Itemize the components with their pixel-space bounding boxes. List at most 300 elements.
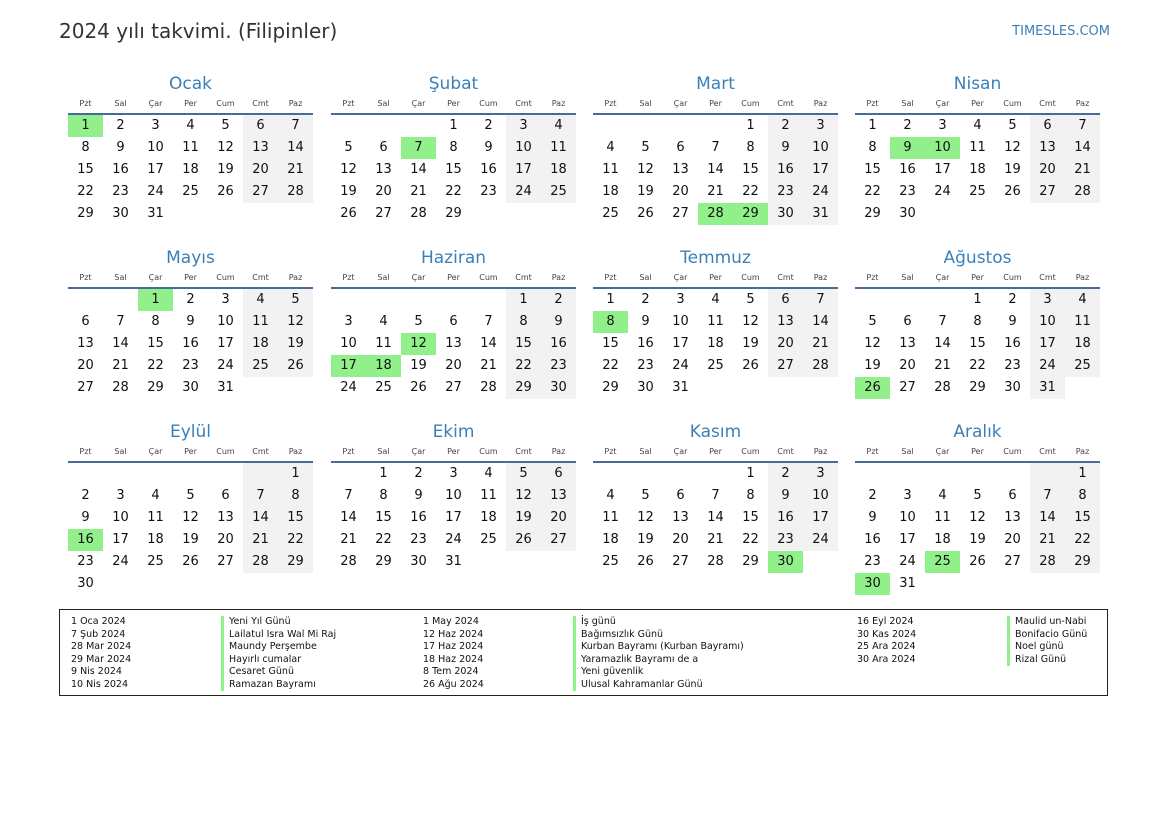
- day-cell: 2: [768, 463, 803, 485]
- weekday-header: [855, 445, 1100, 459]
- month-calendar: [855, 73, 1100, 225]
- weekday-label: Paz: [1075, 273, 1090, 282]
- day-cell: 28: [112, 380, 129, 395]
- day-cell: 11: [969, 140, 986, 155]
- month-calendar: [855, 421, 1100, 595]
- day-cell: 25: [707, 358, 724, 373]
- day-cell: 26: [969, 554, 986, 569]
- day-cell: 26: [742, 358, 759, 373]
- empty-cell: [960, 463, 995, 485]
- holiday-name: Bağımsızlık Günü: [573, 629, 663, 642]
- weekday-label: Per: [709, 447, 722, 456]
- holiday-entry: [71, 616, 336, 629]
- empty-cell: [541, 551, 576, 573]
- day-cell: 3: [221, 292, 230, 307]
- day-cell: 12: [278, 311, 313, 333]
- day-cell: 11: [707, 314, 724, 329]
- weekday-label: Cmt: [1039, 447, 1056, 456]
- weekday-label: Sal: [114, 273, 127, 282]
- weekday-label: Cum: [216, 447, 235, 456]
- day-cell: 3: [151, 118, 160, 133]
- day-cell: 18: [1065, 333, 1100, 355]
- day-cell: 6: [903, 314, 912, 329]
- day-cell: 23: [541, 355, 576, 377]
- weekday-label: Pzt: [79, 99, 92, 108]
- day-cell: 3: [938, 118, 947, 133]
- holiday-entry: [423, 679, 744, 692]
- weekday-label: Sal: [377, 99, 390, 108]
- day-cell: 4: [151, 488, 160, 503]
- weekday-label: Sal: [377, 447, 390, 456]
- day-cell: 22: [969, 358, 986, 373]
- day-cell: 6: [379, 140, 388, 155]
- day-cell: 22: [602, 358, 619, 373]
- empty-cell: [278, 377, 313, 399]
- empty-cell: [68, 463, 103, 485]
- holiday-column: [423, 616, 744, 691]
- day-cell: 26: [637, 554, 654, 569]
- day-cell: 18: [182, 162, 199, 177]
- day-cell: 9: [484, 140, 493, 155]
- weekday-label: Pzt: [342, 447, 355, 456]
- day-cell: 5: [414, 314, 423, 329]
- weekday-label: Sal: [114, 99, 127, 108]
- day-cell: 23: [637, 358, 654, 373]
- day-cell: 15: [375, 510, 392, 525]
- day-cell: 30: [637, 380, 654, 395]
- empty-cell: [925, 463, 960, 485]
- day-cell: 17: [899, 532, 916, 547]
- day-cell: 10: [340, 336, 357, 351]
- weekday-label: Cum: [741, 273, 760, 282]
- day-cell: 10: [147, 140, 164, 155]
- day-cell: 24: [803, 529, 838, 551]
- holiday-column: [857, 616, 1087, 666]
- day-cell: 15: [742, 510, 759, 525]
- day-cell: 9: [116, 140, 125, 155]
- day-cell: 5: [278, 289, 313, 311]
- day-cell: 14: [707, 162, 724, 177]
- day-cell: 2: [1008, 292, 1017, 307]
- empty-cell: [401, 289, 436, 311]
- day-cell: 17: [506, 159, 541, 181]
- day-cell: 13: [899, 336, 916, 351]
- day-cell: 11: [243, 311, 278, 333]
- holiday-date: 8 Tem 2024: [423, 666, 479, 677]
- day-cell: 1: [278, 463, 313, 485]
- day-cell: 6: [81, 314, 90, 329]
- empty-cell: [995, 463, 1030, 485]
- day-cell: 11: [182, 140, 199, 155]
- month-calendar: [68, 247, 313, 399]
- empty-cell: [925, 203, 960, 225]
- weekday-label: Çar: [148, 99, 163, 108]
- empty-cell: [366, 289, 401, 311]
- month-calendar: [855, 247, 1100, 399]
- day-cell: 21: [1065, 159, 1100, 181]
- day-cell: 14: [803, 311, 838, 333]
- empty-cell: [243, 203, 278, 225]
- weekday-label: Cum: [1003, 273, 1022, 282]
- weekday-label: Paz: [813, 273, 828, 282]
- day-cell: 17: [934, 162, 951, 177]
- site-link[interactable]: TIMESLES.COM: [1012, 24, 1110, 39]
- month-calendar: [593, 73, 838, 225]
- day-cell: 1: [746, 118, 755, 133]
- holiday-name: Ramazan Bayramı: [221, 679, 316, 692]
- weekday-label: Sal: [901, 99, 914, 108]
- day-cell: 20: [243, 159, 278, 181]
- month-name: Aralık: [953, 422, 1002, 442]
- empty-cell: [855, 289, 890, 311]
- day-cell: 3: [803, 463, 838, 485]
- day-cell: 30: [768, 203, 803, 225]
- day-cell: 30: [182, 380, 199, 395]
- day-cell: 14: [112, 336, 129, 351]
- day-cell: 20: [1004, 532, 1021, 547]
- day-cell: 22: [147, 358, 164, 373]
- day-cell: 30: [410, 554, 427, 569]
- month-name: Nisan: [953, 74, 1002, 94]
- day-cell: 27: [445, 380, 462, 395]
- empty-cell: [243, 573, 278, 595]
- day-cell: 24: [445, 532, 462, 547]
- empty-cell: [436, 289, 471, 311]
- day-cell: 31: [899, 576, 916, 591]
- day-cell: 27: [77, 380, 94, 395]
- empty-cell: [366, 115, 401, 137]
- empty-cell: [506, 551, 541, 573]
- day-cell: 9: [868, 510, 877, 525]
- day-cell: 7: [1030, 485, 1065, 507]
- day-cell: 31: [217, 380, 234, 395]
- holiday-name: Ulusal Kahramanlar Günü: [573, 679, 703, 692]
- day-cell: 5: [186, 488, 195, 503]
- day-cell: 12: [742, 314, 759, 329]
- day-cell: 6: [243, 115, 278, 137]
- month-name: Temmuz: [680, 248, 751, 268]
- holiday-entry: [423, 654, 744, 667]
- weekday-label: Paz: [551, 447, 566, 456]
- empty-cell: [803, 377, 838, 399]
- day-cell: 21: [707, 532, 724, 547]
- day-cell: 26: [217, 184, 234, 199]
- day-grid: [593, 115, 838, 225]
- holiday-name: Bonifacio Günü: [1007, 629, 1087, 642]
- day-cell: 16: [768, 507, 803, 529]
- day-cell: 3: [344, 314, 353, 329]
- day-cell: 11: [602, 162, 619, 177]
- day-cell: 28: [1065, 181, 1100, 203]
- day-cell: 28: [410, 206, 427, 221]
- day-cell: 5: [1008, 118, 1017, 133]
- day-cell: 19: [637, 184, 654, 199]
- weekday-label: Pzt: [604, 99, 617, 108]
- empty-cell: [593, 115, 628, 137]
- empty-cell: [1030, 203, 1065, 225]
- day-cell: 29: [506, 377, 541, 399]
- month-calendar: [593, 247, 838, 399]
- day-cell: 14: [707, 510, 724, 525]
- empty-cell: [208, 573, 243, 595]
- day-cell: 17: [803, 159, 838, 181]
- day-cell: 19: [182, 532, 199, 547]
- weekday-label: Çar: [673, 447, 688, 456]
- weekday-label: Sal: [901, 447, 914, 456]
- empty-cell: [506, 203, 541, 225]
- day-cell: 13: [1030, 137, 1065, 159]
- weekday-header: [593, 97, 838, 111]
- day-cell: 4: [379, 314, 388, 329]
- day-cell: 5: [641, 488, 650, 503]
- day-cell: 1: [868, 118, 877, 133]
- day-cell: 9: [890, 137, 925, 159]
- weekday-label: Çar: [673, 273, 688, 282]
- weekday-header: [593, 271, 838, 285]
- day-cell: 2: [868, 488, 877, 503]
- day-cell: 18: [602, 532, 619, 547]
- day-cell: 23: [77, 554, 94, 569]
- weekday-label: Cum: [479, 273, 498, 282]
- day-cell: 7: [243, 485, 278, 507]
- weekday-label: Per: [184, 99, 197, 108]
- day-cell: 12: [340, 162, 357, 177]
- day-cell: 25: [969, 184, 986, 199]
- day-cell: 30: [899, 206, 916, 221]
- day-cell: 20: [541, 507, 576, 529]
- day-cell: 14: [410, 162, 427, 177]
- day-cell: 2: [541, 289, 576, 311]
- day-cell: 19: [1004, 162, 1021, 177]
- day-cell: 24: [506, 181, 541, 203]
- day-cell: 14: [480, 336, 497, 351]
- day-cell: 20: [768, 333, 803, 355]
- weekday-header: [68, 97, 313, 111]
- day-cell: 12: [637, 162, 654, 177]
- day-cell: 4: [541, 115, 576, 137]
- day-cell: 13: [768, 311, 803, 333]
- weekday-label: Pzt: [342, 273, 355, 282]
- empty-cell: [1030, 463, 1065, 485]
- day-cell: 28: [934, 380, 951, 395]
- empty-cell: [68, 289, 103, 311]
- weekday-header: [331, 97, 576, 111]
- weekday-label: Cum: [479, 99, 498, 108]
- day-cell: 18: [602, 184, 619, 199]
- day-cell: 9: [768, 485, 803, 507]
- day-cell: 26: [506, 529, 541, 551]
- day-cell: 29: [445, 206, 462, 221]
- day-cell: 16: [68, 529, 103, 551]
- day-cell: 19: [410, 358, 427, 373]
- day-cell: 21: [480, 358, 497, 373]
- day-cell: 26: [410, 380, 427, 395]
- day-cell: 24: [803, 181, 838, 203]
- day-cell: 28: [340, 554, 357, 569]
- holiday-entry: [71, 679, 336, 692]
- day-cell: 4: [938, 488, 947, 503]
- empty-cell: [243, 463, 278, 485]
- day-cell: 27: [672, 554, 689, 569]
- day-grid: [855, 463, 1100, 595]
- day-cell: 21: [934, 358, 951, 373]
- empty-cell: [1030, 573, 1065, 595]
- day-cell: 1: [606, 292, 615, 307]
- holiday-entry: [423, 641, 744, 654]
- day-cell: 22: [742, 532, 759, 547]
- day-cell: 22: [445, 184, 462, 199]
- day-cell: 28: [480, 380, 497, 395]
- day-cell: 14: [340, 510, 357, 525]
- weekday-label: Cmt: [515, 99, 532, 108]
- day-cell: 11: [375, 336, 392, 351]
- day-cell: 24: [1030, 355, 1065, 377]
- day-cell: 17: [217, 336, 234, 351]
- day-cell: 9: [81, 510, 90, 525]
- weekday-label: Per: [971, 99, 984, 108]
- day-cell: 16: [480, 162, 497, 177]
- weekday-label: Cmt: [777, 273, 794, 282]
- day-cell: 20: [217, 532, 234, 547]
- weekday-label: Per: [971, 447, 984, 456]
- day-cell: 26: [1004, 184, 1021, 199]
- day-cell: 10: [899, 510, 916, 525]
- holiday-name: Yeni Yıl Günü: [221, 616, 291, 629]
- day-cell: 30: [541, 377, 576, 399]
- day-cell: 13: [541, 485, 576, 507]
- holiday-list: [59, 609, 1108, 696]
- empty-cell: [331, 115, 366, 137]
- holiday-date: 26 Ağu 2024: [423, 678, 484, 690]
- empty-cell: [733, 377, 768, 399]
- empty-cell: [278, 203, 313, 225]
- day-cell: 15: [602, 336, 619, 351]
- day-cell: 28: [243, 551, 278, 573]
- day-cell: 15: [969, 336, 986, 351]
- day-cell: 25: [480, 532, 497, 547]
- day-cell: 11: [1065, 311, 1100, 333]
- day-cell: 18: [366, 355, 401, 377]
- empty-cell: [698, 463, 733, 485]
- day-cell: 23: [480, 184, 497, 199]
- holiday-name: Yaramazlık Bayramı de a: [573, 654, 698, 667]
- empty-cell: [103, 289, 138, 311]
- holiday-name: Maulid un-Nabi: [1007, 616, 1086, 629]
- day-cell: 26: [278, 355, 313, 377]
- day-cell: 17: [147, 162, 164, 177]
- weekday-label: Per: [709, 273, 722, 282]
- day-cell: 7: [938, 314, 947, 329]
- weekday-label: Cmt: [1039, 273, 1056, 282]
- day-cell: 16: [899, 162, 916, 177]
- day-cell: 29: [602, 380, 619, 395]
- empty-cell: [698, 377, 733, 399]
- holiday-entry: [71, 666, 336, 679]
- holiday-date: 25 Ara 2024: [857, 641, 916, 652]
- month-calendar: [68, 73, 313, 225]
- weekday-label: Cmt: [777, 99, 794, 108]
- empty-cell: [471, 289, 506, 311]
- empty-cell: [278, 573, 313, 595]
- day-cell: 31: [147, 206, 164, 221]
- holiday-date: 28 Mar 2024: [71, 641, 132, 652]
- day-cell: 24: [217, 358, 234, 373]
- day-cell: 19: [340, 184, 357, 199]
- weekday-label: Paz: [288, 99, 303, 108]
- day-cell: 8: [151, 314, 160, 329]
- day-cell: 23: [182, 358, 199, 373]
- empty-cell: [628, 463, 663, 485]
- day-cell: 3: [676, 292, 685, 307]
- empty-cell: [173, 463, 208, 485]
- day-cell: 10: [803, 137, 838, 159]
- day-cell: 16: [768, 159, 803, 181]
- day-cell: 27: [1004, 554, 1021, 569]
- day-cell: 18: [541, 159, 576, 181]
- day-cell: 6: [1030, 115, 1065, 137]
- weekday-label: Pzt: [79, 273, 92, 282]
- day-cell: 7: [401, 137, 436, 159]
- weekday-label: Cum: [479, 447, 498, 456]
- day-cell: 2: [903, 118, 912, 133]
- day-cell: 25: [602, 206, 619, 221]
- day-cell: 4: [243, 289, 278, 311]
- day-cell: 19: [864, 358, 881, 373]
- day-cell: 7: [711, 140, 720, 155]
- day-cell: 27: [541, 529, 576, 551]
- weekday-header: [855, 97, 1100, 111]
- day-cell: 17: [1030, 333, 1065, 355]
- month-calendar: [331, 73, 576, 225]
- weekday-label: Cum: [216, 273, 235, 282]
- day-cell: 23: [899, 184, 916, 199]
- day-cell: 7: [711, 488, 720, 503]
- day-cell: 6: [221, 488, 230, 503]
- weekday-header: [331, 271, 576, 285]
- day-cell: 25: [243, 355, 278, 377]
- day-cell: 1: [449, 118, 458, 133]
- day-cell: 25: [925, 551, 960, 573]
- day-cell: 2: [768, 115, 803, 137]
- day-cell: 31: [803, 203, 838, 225]
- day-cell: 16: [541, 333, 576, 355]
- day-cell: 21: [340, 532, 357, 547]
- empty-cell: [995, 203, 1030, 225]
- holiday-entry: [857, 654, 1087, 667]
- day-cell: 19: [742, 336, 759, 351]
- day-cell: 13: [445, 336, 462, 351]
- day-cell: 12: [401, 333, 436, 355]
- day-cell: 6: [676, 140, 685, 155]
- day-cell: 14: [278, 137, 313, 159]
- holiday-name: Cesaret Günü: [221, 666, 294, 679]
- month-calendar: [331, 247, 576, 399]
- day-cell: 2: [81, 488, 90, 503]
- holiday-date: 7 Şub 2024: [71, 628, 126, 640]
- day-cell: 5: [506, 463, 541, 485]
- empty-cell: [208, 203, 243, 225]
- day-cell: 5: [746, 292, 755, 307]
- month-calendar: [68, 421, 313, 595]
- holiday-entry: [857, 641, 1087, 654]
- day-cell: 23: [1004, 358, 1021, 373]
- day-cell: 3: [803, 115, 838, 137]
- day-cell: 24: [340, 380, 357, 395]
- day-cell: 14: [1030, 507, 1065, 529]
- weekday-label: Per: [971, 273, 984, 282]
- weekday-label: Paz: [288, 273, 303, 282]
- day-cell: 15: [278, 507, 313, 529]
